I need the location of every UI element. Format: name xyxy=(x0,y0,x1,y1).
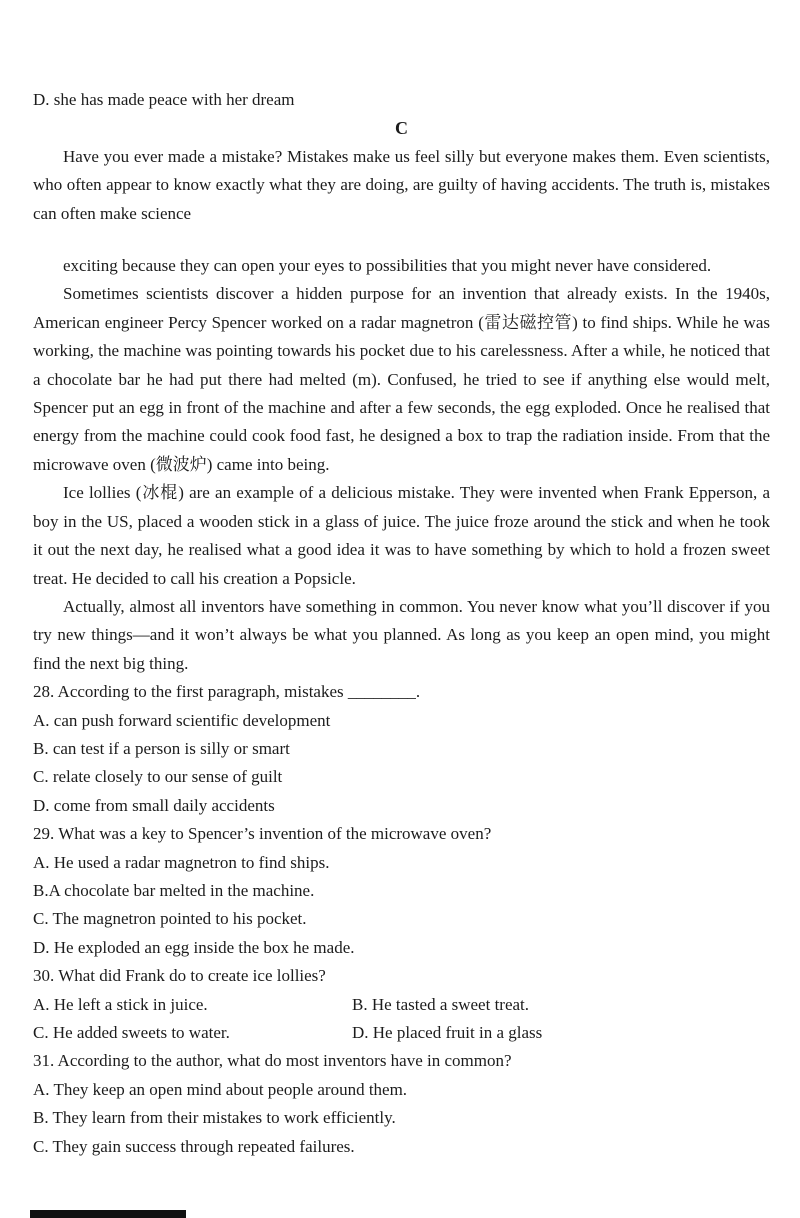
passage-section-heading: C xyxy=(395,118,408,139)
question-30-option-d: D. He placed fruit in a glass xyxy=(352,1023,543,1042)
question-29-stem: 29. What was a key to Spencer’s invention of the microwave oven? xyxy=(33,824,492,844)
question-30-options-row-1 xyxy=(33,991,770,1019)
question-31-option-c: C. They gain success through repeated failures. xyxy=(33,1136,355,1156)
question-29-option-b: B.A chocolate bar melted in the machine. xyxy=(33,880,315,900)
question-30-option-c: C. He added sweets to water. xyxy=(33,1023,230,1042)
question-28-option-d: D. come from small daily accidents xyxy=(33,795,275,815)
question-30-options-row-2 xyxy=(33,1019,770,1047)
question-30-option-a: A. He left a stick in juice. xyxy=(33,994,208,1014)
question-28-option-b: B. can test if a person is silly or smart xyxy=(33,738,290,758)
previous-question-option-d: D. she has made peace with her dream xyxy=(33,90,295,109)
passage-paragraph-1-continuation: exciting because they can open your eyes to possibilities that you might never have considered. xyxy=(63,256,712,276)
question-28-option-a: A. can push forward scientific development xyxy=(33,710,331,730)
passage-paragraph-1: Have you ever made a mistake? Mistakes make us feel silly but everyone makes them. Even scientists, who often appear to know exactly what they are doing, are guilty of having accidents. The truth is, mistakes can often make science xyxy=(33,146,770,223)
question-28-stem: 28. According to the first paragraph, mistakes ________. xyxy=(33,682,421,702)
passage-paragraph-3: Ice lollies (冰棍) are an example of a delicious mistake. They were invented when Frank Epperson, a boy in the US, placed a wooden stick in a glass of juice. The juice froze around the stick and when he took it out the next day, he realised what a good idea it was to have something by which to hold a frozen sweet treat. He decided to call his creation a Popsicle. xyxy=(33,483,770,588)
question-31-option-b: B. They learn from their mistakes to work efficiently. xyxy=(33,1108,396,1128)
question-28-option-c: C. relate closely to our sense of guilt xyxy=(33,767,283,787)
passage-paragraph-4: Actually, almost all inventors have something in common. You never know what you’ll discover if you try new things—and it won’t always be what you planned. As long as you keep an open mind, you might find the next big thing. xyxy=(33,596,770,673)
question-29-option-d: D. He exploded an egg inside the box he made. xyxy=(33,937,355,957)
question-31-stem: 31. According to the author, what do most inventors have in common? xyxy=(33,1051,512,1071)
question-29-option-c: C. The magnetron pointed to his pocket. xyxy=(33,909,307,929)
question-30-stem: 30. What did Frank do to create ice lollies? xyxy=(33,966,326,986)
passage-paragraph-2: Sometimes scientists discover a hidden purpose for an invention that already exists. In the 1940s, American engineer Percy Spencer worked on a radar magnetron (雷达磁控管) to find ships. While he was working, the machine was pointing towards his pocket due to his carelessness. After a while, he noticed that a chocolate bar he had put there had melted (m). Confused, he tried to see if anything else would melt, Spencer put an egg in front of the machine and after a few seconds, the egg exploded. Once he realised that energy from the machine could cook food fast, he designed a box to trap the radiation inside. From that the microwave oven (微波炉) came into being. xyxy=(33,284,770,474)
question-31-option-a: A. They keep an open mind about people around them. xyxy=(33,1079,408,1099)
question-29-option-a: A. He used a radar magnetron to find ships. xyxy=(33,852,330,872)
page-bottom-cutoff-text xyxy=(30,1210,186,1218)
question-30-option-b: B. He tasted a sweet treat. xyxy=(352,994,530,1014)
